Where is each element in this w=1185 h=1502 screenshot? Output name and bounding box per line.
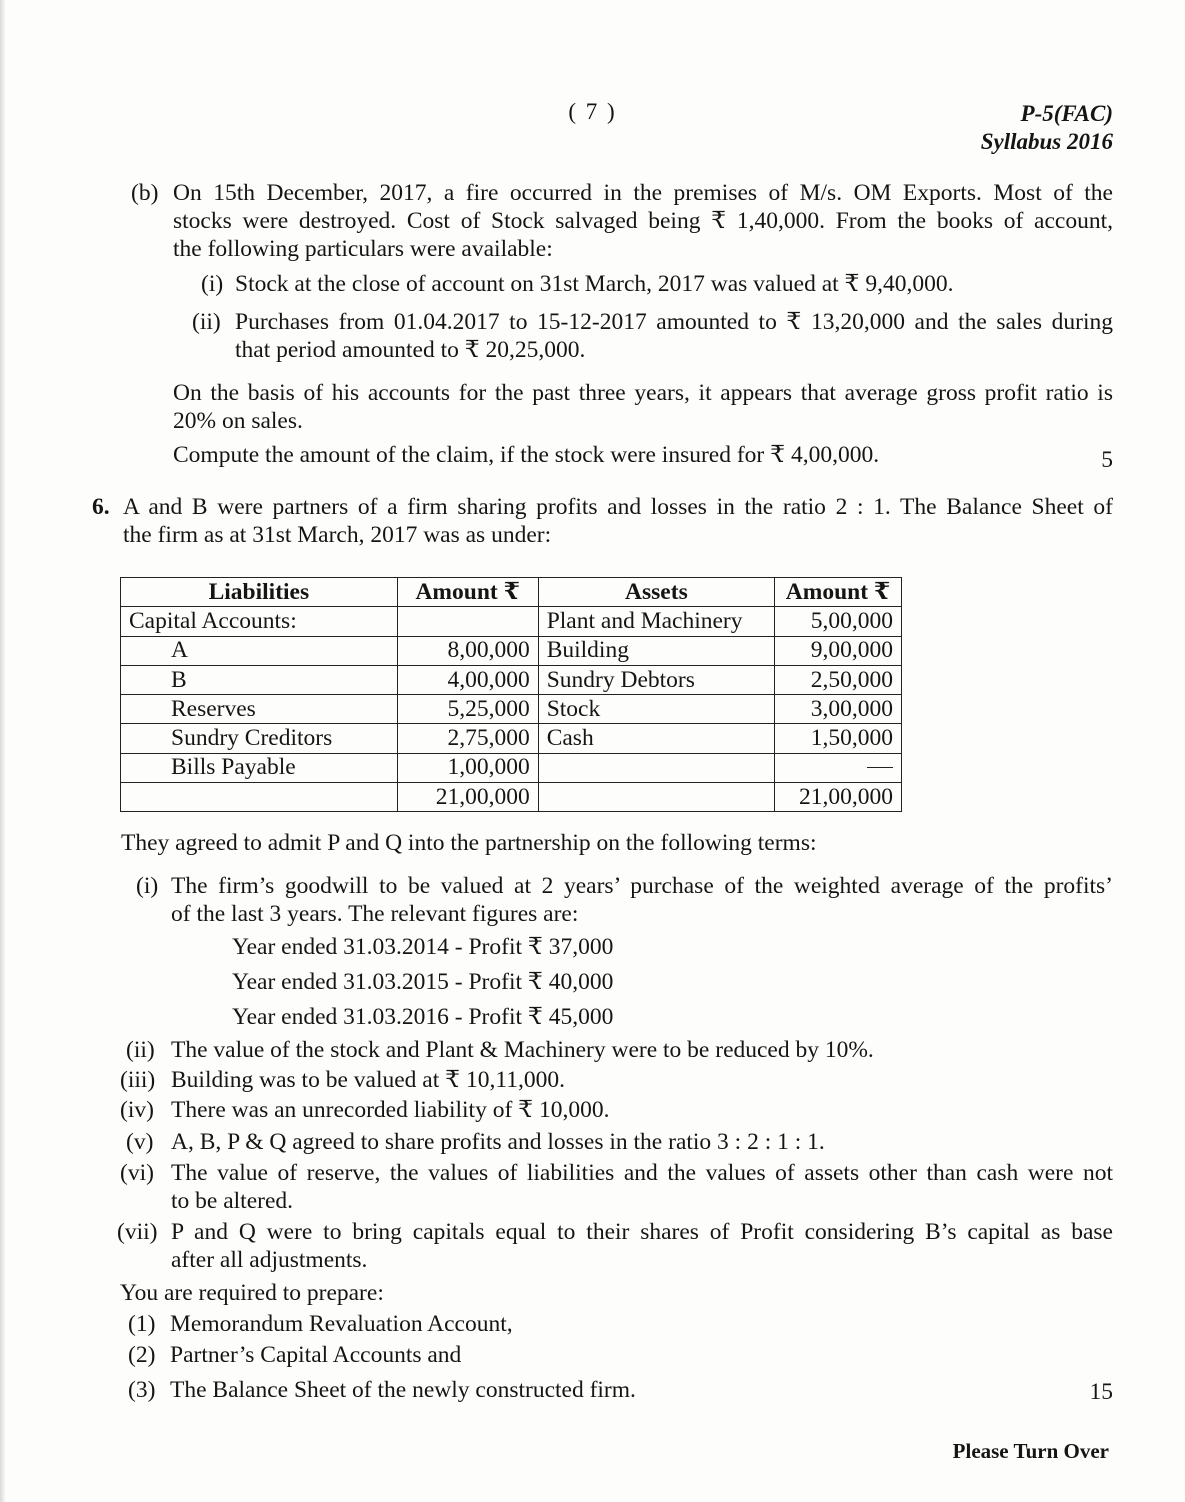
header-liabilities: Liabilities: [121, 578, 398, 607]
q5b-item-label: (ii): [192, 309, 221, 335]
liability-cell: Reserves: [121, 695, 398, 724]
q5b-item-line: Purchases from 01.04.2017 to 15-12-2017 amounted to ₹ 13,20,000 and the sales during: [235, 309, 1113, 335]
table-row: [121, 724, 902, 753]
q6-term-label: (vii): [117, 1219, 158, 1245]
table-header-row: [121, 578, 902, 607]
balance-sheet-table: [120, 577, 902, 812]
amount-cell: 5,00,000: [775, 607, 902, 636]
q5b-marks: 5: [1101, 447, 1113, 473]
q5b-intro: [173, 179, 1113, 263]
q6-intro-line: the firm as at 31st March, 2017 was as under:: [123, 522, 552, 548]
prepare-item: The Balance Sheet of the newly constructed firm.: [170, 1377, 636, 1403]
q6-term-line: after all adjustments.: [171, 1247, 368, 1273]
header-amount: Amount ₹: [397, 578, 538, 607]
scan-edge-shadow: [0, 0, 6, 1502]
q6-term: [171, 1218, 1113, 1274]
table-row: [121, 753, 902, 782]
total-cell: 21,00,000: [397, 783, 538, 812]
q6-number: 6.: [92, 494, 110, 520]
q6-term-label: (i): [136, 873, 159, 899]
table-row: [121, 607, 902, 636]
q5b-compute: Compute the amount of the claim, if the stock were insured for ₹ 4,00,000.: [173, 442, 880, 468]
header-assets: Assets: [538, 578, 774, 607]
table-row: [121, 695, 902, 724]
dash-mark: [867, 767, 893, 768]
q6-term-label: (vi): [120, 1160, 154, 1186]
q6-intro: [123, 493, 1113, 549]
q6-term-line: The firm’s goodwill to be valued at 2 years’ purchase of the weighted average of the profits’: [171, 873, 1113, 899]
q5b-item: Stock at the close of account on 31st March, 2017 was valued at ₹ 9,40,000.: [235, 271, 954, 297]
amount-cell: 9,00,000: [775, 636, 902, 665]
profit-year: Year ended 31.03.2016 - Profit ₹ 45,000: [232, 1004, 614, 1030]
table-row: [121, 665, 902, 694]
paper-code: P-5(FAC): [1020, 101, 1113, 126]
paper-code-block: [981, 100, 1113, 156]
liability-cell: [121, 783, 398, 812]
q6-term: There was an unrecorded liability of ₹ 10,000.: [171, 1097, 610, 1123]
q5b-item: [235, 308, 1113, 364]
q6-term-line: of the last 3 years. The relevant figures are:: [171, 901, 579, 927]
q5b-intro-line: the following particulars were available:: [173, 236, 553, 262]
q6-term-line: to be altered.: [171, 1188, 294, 1214]
q6-term: Building was to be valued at ₹ 10,11,000.: [171, 1067, 565, 1093]
liability-cell: B: [121, 665, 398, 694]
q6-term-label: (iii): [120, 1067, 156, 1093]
q5b-label: (b): [131, 180, 159, 206]
q5b-basis: [173, 379, 1113, 435]
prepare-label: (3): [128, 1377, 156, 1403]
amount-cell: 2,50,000: [775, 665, 902, 694]
q5b-intro-line: On 15th December, 2017, a fire occurred in the premises of M/s. OM Exports. Most of the: [173, 180, 1113, 206]
amount-cell: [775, 753, 902, 782]
q5b-basis-line: 20% on sales.: [173, 408, 303, 434]
amount-cell: 4,00,000: [397, 665, 538, 694]
q6-agree: They agreed to admit P and Q into the partnership on the following terms:: [121, 830, 817, 856]
q5b-item-label: (i): [201, 271, 224, 297]
asset-cell: [538, 783, 774, 812]
syllabus-label: Syllabus 2016: [980, 129, 1113, 154]
q6-term-label: (iv): [120, 1097, 154, 1123]
liability-cell: A: [121, 636, 398, 665]
asset-cell: Cash: [538, 724, 774, 753]
amount-cell: 3,00,000: [775, 695, 902, 724]
q6-term-label: (v): [126, 1129, 154, 1155]
amount-cell: 8,00,000: [397, 636, 538, 665]
prepare-item: Partner’s Capital Accounts and: [170, 1342, 462, 1368]
profit-year: Year ended 31.03.2015 - Profit ₹ 40,000: [232, 969, 614, 995]
please-turn-over: Please Turn Over: [952, 1439, 1109, 1463]
liability-cell: Bills Payable: [121, 753, 398, 782]
q6-marks: 15: [1089, 1379, 1113, 1405]
q6-term-line: The value of reserve, the values of liabilities and the values of assets other than cash were not: [171, 1160, 1113, 1186]
q6-term: [171, 872, 1113, 928]
liability-cell: Capital Accounts:: [121, 607, 398, 636]
q6-term-label: (ii): [126, 1037, 155, 1063]
prepare-item: Memorandum Revaluation Account,: [170, 1311, 513, 1337]
amount-cell: 5,25,000: [397, 695, 538, 724]
table-row: [121, 636, 902, 665]
q5b-intro-line: stocks were destroyed. Cost of Stock salvaged being ₹ 1,40,000. From the books of account,: [173, 208, 1113, 234]
asset-cell: Plant and Machinery: [538, 607, 774, 636]
amount-cell: 1,00,000: [397, 753, 538, 782]
amount-cell: 2,75,000: [397, 724, 538, 753]
q6-intro-line: A and B were partners of a firm sharing profits and losses in the ratio 2 : 1. The Balance Sheet of: [123, 494, 1113, 520]
total-cell: 21,00,000: [775, 783, 902, 812]
table-total-row: [121, 783, 902, 812]
q6-term: A, B, P & Q agreed to share profits and losses in the ratio 3 : 2 : 1 : 1.: [171, 1129, 825, 1155]
q6-term: [171, 1159, 1113, 1215]
asset-cell: Sundry Debtors: [538, 665, 774, 694]
prepare-label: (1): [128, 1311, 156, 1337]
asset-cell: Stock: [538, 695, 774, 724]
amount-cell: [397, 607, 538, 636]
amount-cell: 1,50,000: [775, 724, 902, 753]
q6-term-line: P and Q were to bring capitals equal to their shares of Profit considering B’s capital as base: [171, 1219, 1113, 1245]
liability-cell: Sundry Creditors: [121, 724, 398, 753]
prepare-label: (2): [128, 1342, 156, 1368]
q6-required: You are required to prepare:: [120, 1280, 384, 1306]
page-number: ( 7 ): [568, 99, 617, 124]
q6-term: The value of the stock and Plant & Machinery were to be reduced by 10%.: [171, 1037, 874, 1063]
asset-cell: [538, 753, 774, 782]
header-amount: Amount ₹: [775, 578, 902, 607]
profit-year: Year ended 31.03.2014 - Profit ₹ 37,000: [232, 934, 614, 960]
asset-cell: Building: [538, 636, 774, 665]
q5b-basis-line: On the basis of his accounts for the past three years, it appears that average gross profit ratio is: [173, 380, 1113, 406]
q5b-item-line: that period amounted to ₹ 20,25,000.: [235, 337, 586, 363]
